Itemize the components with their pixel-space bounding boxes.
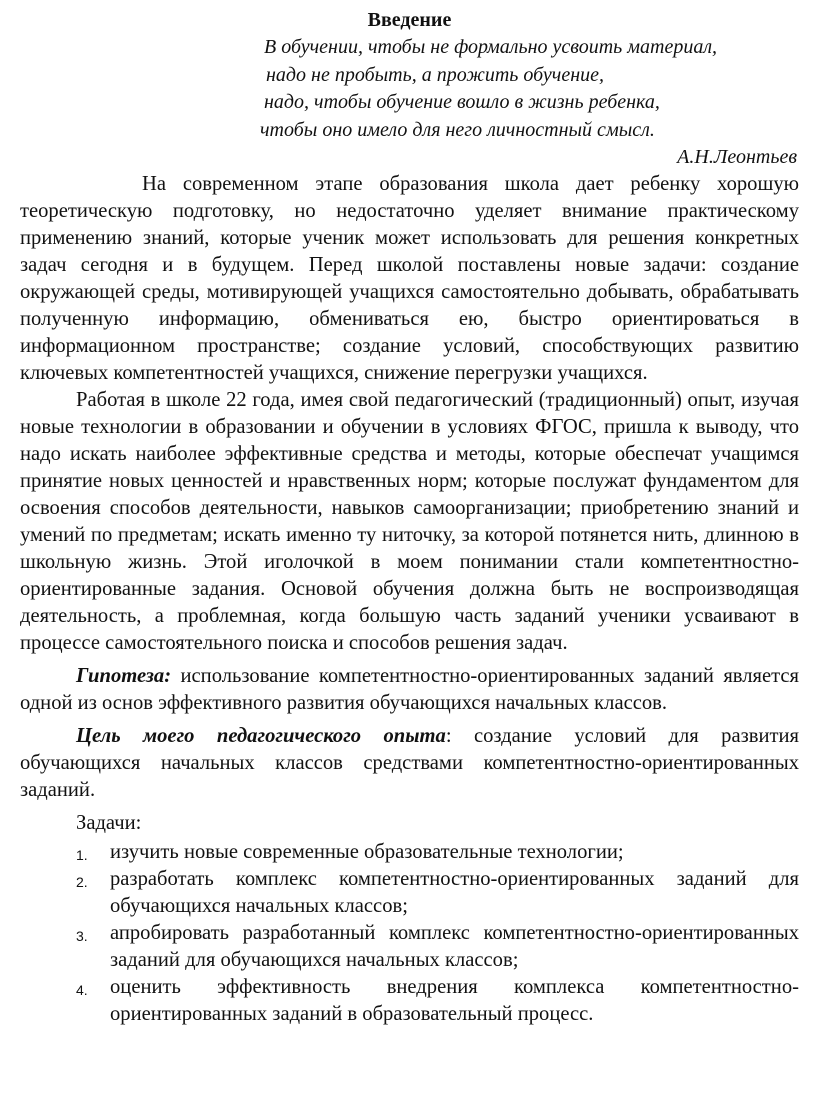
list-number: 3. bbox=[76, 928, 88, 944]
paragraph-intro: На современном этапе образования школа дает ребенку хорошую теоретическую подготовку, но недостаточно уделяет внимание практическому применению знаний, которые ученик может использовать для решения конкретных задач сегодня и в будущем. Перед школой поставлены новые задачи: создание окружающей среды, мотивирующей учащихся самостоятельно добывать, обрабатывать полученную информацию, обмениваться ею, быстро ориентироваться в информационном пространстве; создание условий, способствующих развитию ключевых компетентностей учащихся, снижение перегрузки учащихся. bbox=[20, 173, 799, 384]
list-item-text: оценить эффективность внедрения комплекса компетентностно-ориентированных заданий в образовательный процесс. bbox=[110, 976, 799, 1025]
page-title: Введение bbox=[367, 9, 452, 31]
tasks-label: Задачи: bbox=[76, 812, 142, 834]
list-number: 2. bbox=[76, 874, 88, 890]
epigraph-author: А.Н.Леонтьев bbox=[677, 146, 797, 168]
list-number: 4. bbox=[76, 982, 88, 998]
epigraph-line: надо, чтобы обучение вошло в жизнь ребенка, bbox=[264, 91, 660, 113]
list-item bbox=[20, 839, 799, 866]
goal-paragraph bbox=[20, 723, 799, 804]
goal-text: : создание условий для развития обучающихся начальных классов средствами компетентностно-ориентированных заданий. bbox=[20, 725, 799, 801]
list-number: 1. bbox=[76, 847, 88, 863]
tasks-list bbox=[20, 839, 799, 1028]
paragraph-experience: Работая в школе 22 года, имея свой педагогический (традиционный) опыт, изучая новые технологии в образовании и обучении в условиях ФГОС, пришла к выводу, что надо искать наиболее эффективные средства и методы, которые обеспечат учащимся принятие новых ценностей и нравственных норм; которые послужат фундаментом для освоения способов деятельности, навыков самоорганизации; приобретению знаний и умений по предметам; искать именно ту ниточку, за которой потянется нить, длинною в школьную жизнь. Этой иголочкой в моем понимании стали компетентностно-ориентированные задания. Основой обучения должна быть не воспроизводящая деятельность, а проблемная, когда большую часть заданий ученики усваивают в процессе самостоятельного поиска и способов решения задач. bbox=[20, 389, 799, 654]
list-item bbox=[20, 920, 799, 974]
epigraph-line: надо не пробыть, а прожить обучение, bbox=[266, 63, 604, 86]
epigraph bbox=[260, 34, 799, 144]
list-item-text: апробировать разработанный комплекс компетентностно-ориентированных заданий для обучающихся начальных классов; bbox=[110, 922, 799, 971]
list-item-text: разработать комплекс компетентностно-ориентированных заданий для обучающихся начальных классов; bbox=[110, 868, 799, 917]
list-item-text: изучить новые современные образовательные технологии; bbox=[110, 841, 624, 863]
epigraph-line: В обучении, чтобы не формально усвоить материал, bbox=[264, 36, 718, 58]
document-page bbox=[20, 8, 799, 1028]
hypothesis-text: использование компетентностно-ориентированных заданий является одной из основ эффективного развития обучающихся начальных классов. bbox=[20, 665, 799, 714]
hypothesis-paragraph bbox=[20, 663, 799, 717]
goal-label: Цель моего педагогического опыта bbox=[76, 725, 446, 747]
epigraph-line: чтобы оно имело для него личностный смысл. bbox=[260, 118, 655, 141]
list-item bbox=[20, 866, 799, 920]
list-item bbox=[20, 974, 799, 1028]
hypothesis-label: Гипотеза: bbox=[76, 665, 172, 687]
